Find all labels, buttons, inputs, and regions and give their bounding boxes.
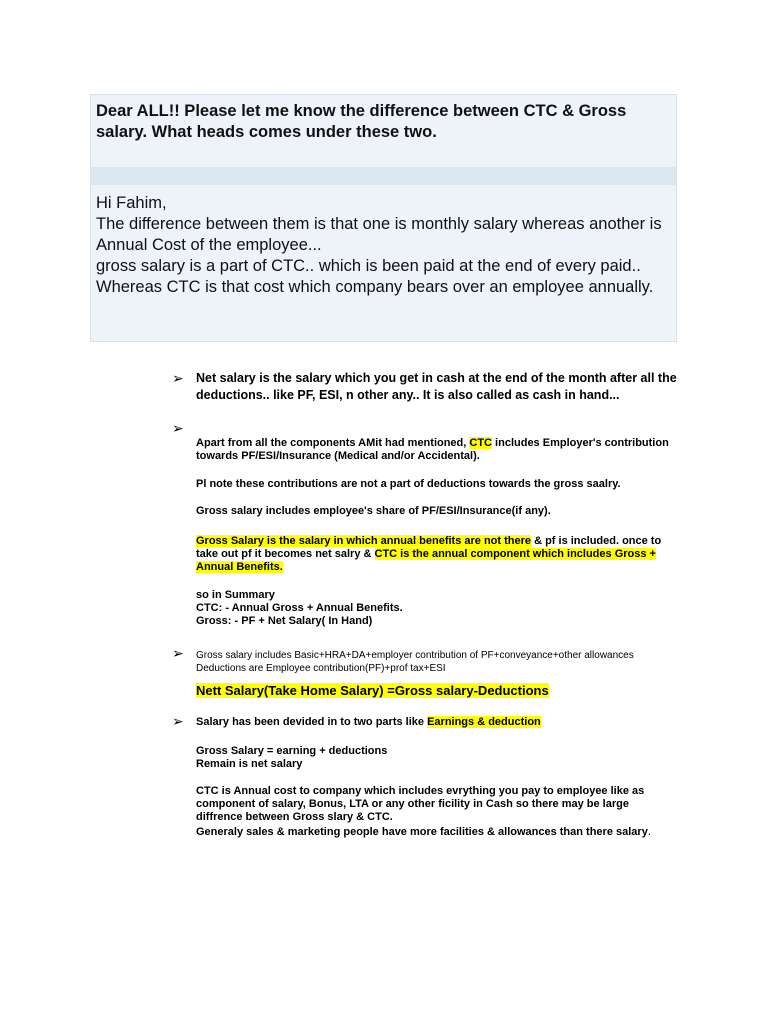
nett-salary-formula — [196, 682, 686, 699]
sales-note — [196, 826, 686, 839]
highlight-ctc-annual: CTC is the annual component which includes Gross + Annual Benefits. — [196, 548, 656, 573]
arrow-bullet-icon: ➢ — [172, 370, 184, 386]
reply-line: gross salary is a part of CTC.. which is been paid at the end of every paid.. — [96, 257, 641, 275]
note-gross-includes: Gross salary includes employee's share of PF/ESI/Insurance(if any). — [196, 505, 551, 517]
reply-text — [96, 193, 671, 298]
summary-line: so in Summary — [196, 589, 275, 601]
ctc-definition: CTC is Annual cost to company which includes evrything you pay to employee like as component of salary, Bonus, LTA or any other ficility in Cash so there may be large diffrence between Gross slary & CTC. — [196, 785, 645, 823]
note-contributions: Pl note these contributions are not a part of deductions towards the gross saalry. — [196, 478, 621, 490]
arrow-bullet-icon: ➢ — [172, 420, 184, 436]
post-separator — [91, 167, 676, 185]
text-span: & pf is included. once to take out pf it becomes net salry & — [196, 535, 662, 560]
summary-line: CTC: - Annual Gross + Annual Benefits. — [196, 602, 403, 614]
highlight-earnings: Earnings & deduction — [427, 716, 541, 728]
highlight-gross: Gross Salary is the salary in which annual benefits are not there — [196, 535, 532, 547]
reply-line: Whereas CTC is that cost which company bears over an employee annually. — [96, 278, 654, 296]
gross-components — [196, 649, 686, 675]
point-net-salary: Net salary is the salary which you get in cash at the end of the month after all the deductions.. like PF, ESI, n other any.. It is also called as cash in hand... — [196, 371, 677, 402]
gross-formula — [196, 745, 686, 771]
text-span: Salary has been devided in to two parts like — [196, 716, 428, 728]
text-span: . — [647, 826, 651, 838]
salary-parts — [196, 716, 686, 729]
arrow-bullet-icon: ➢ — [172, 713, 184, 729]
arrow-bullet-icon: ➢ — [172, 645, 184, 661]
text-line: Remain is net salary — [196, 758, 303, 770]
gross-vs-ctc — [196, 535, 686, 574]
text-span: Apart from all the components AMit had mentioned, — [196, 437, 470, 449]
text-span: Generaly sales & marketing people have more facilities & allowances than there salary — [196, 826, 648, 838]
summary-block — [196, 589, 686, 628]
reply-line: Hi Fahim, — [96, 194, 167, 212]
highlight-nett: Nett Salary(Take Home Salary) =Gross salary-Deductions — [196, 683, 549, 698]
summary-line: Gross: - PF + Net Salary( In Hand) — [196, 615, 373, 627]
text-line: Gross Salary = earning + deductions — [196, 745, 388, 757]
point-components — [196, 437, 686, 463]
forum-post-box — [90, 94, 677, 342]
reply-line: The difference between them is that one is monthly salary whereas another is Annual Cost of the employee... — [96, 215, 662, 254]
text-line: Deductions are Employee contribution(PF)+prof tax+ESI — [196, 663, 446, 674]
text-span: includes Employer's contribution towards PF/ESI/Insurance (Medical and/or Accidental). — [196, 437, 669, 462]
text-line: Gross salary includes Basic+HRA+DA+employer contribution of PF+conveyance+other allowances — [196, 650, 634, 661]
question-text: Dear ALL!! Please let me know the difference between CTC & Gross salary. What heads comes under these two. — [96, 102, 627, 141]
highlight-ctc: CTC — [469, 437, 492, 449]
